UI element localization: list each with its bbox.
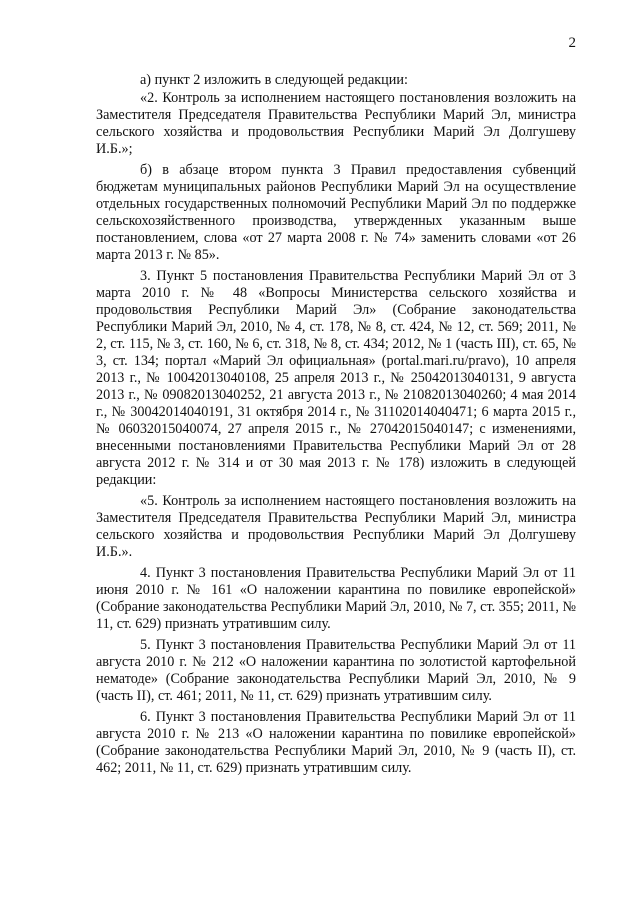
paragraph-5: 5. Пункт 3 постановления Правительства Республики Марий Эл от 11 августа 2010 г. № 212 «О наложении карантина по золотистой картофельной нематоде» (Собрание законодательства Республики Марий Эл, 2010, № 9 (часть II), ст. 461; 2011, № 11, ст. 629) признать утратившим силу. — [96, 637, 576, 704]
paragraph-b: б) в абзаце втором пункта 3 Правил предоставления субвенций бюджетам муниципальных районов Республики Марий Эл на осуществление отдельных государственных полномочий Республики Марий Эл по поддержке сельскохозяйственного производства, утвержденных указанным выше постановлением, слова «от 27 марта 2008 г. № 74» заменить словами «от 26 марта 2013 г. № 85». — [96, 162, 576, 263]
document-body — [96, 72, 576, 781]
paragraph-6: 6. Пункт 3 постановления Правительства Республики Марий Эл от 11 августа 2010 г. № 213 «О наложении карантина по повилике европейской» (Собрание законодательства Республики Марий Эл, 2010, № 9 (часть II), ст. 462; 2011, № 11, ст. 629) признать утратившим силу. — [96, 709, 576, 776]
paragraph-3: 3. Пункт 5 постановления Правительства Республики Марий Эл от 3 марта 2010 г. № 48 «Вопросы Министерства сельского хозяйства и продовольствия Республики Марий Эл» (Собрание законодательства Республики Марий Эл, 2010, № 4, ст. 178, № 8, ст. 424, № 12, ст. 569; 2011, № 2, ст. 115, № 3, ст. 160, № 6, ст. 318, № 8, ст. 434; 2012, № 1 (часть III), ст. 65, № 3, ст. 134; портал «Марий Эл официальная» (portal.mari.ru/pravo), 10 апреля 2013 г., № 10042013040108, 25 апреля 2013 г., № 25042013040131, 9 августа 2013 г., № 09082013040252, 21 августа 2013 г., № 21082013040260; 4 мая 2014 г., № 30042014040191, 31 октября 2014 г., № 31102014040471; 6 марта 2015 г., № 06032015040074, 27 апреля 2015 г., № 27042015040147; с изменениями, внесенными постановлениями Правительства Республики Марий Эл от 28 августа 2012 г. № 314 и от 30 мая 2013 г. № 178) изложить в следующей редакции: — [96, 268, 576, 488]
paragraph-a-intro: а) пункт 2 изложить в следующей редакции: — [140, 72, 408, 88]
paragraph-3-quote: «5. Контроль за исполнением настоящего постановления возложить на Заместителя Председателя Правительства Республики Марий Эл, министра сельского хозяйства и продовольствия Республики Марий Эл Долгушеву И.Б.». — [96, 493, 576, 560]
paragraph-a-quote: «2. Контроль за исполнением настоящего постановления возложить на Заместителя Председателя Правительства Республики Марий Эл, министра сельского хозяйства и продовольствия Республики Марий Эл Долгушеву И.Б.»; — [96, 90, 576, 157]
page-number: 2 — [568, 35, 576, 51]
paragraph-4: 4. Пункт 3 постановления Правительства Республики Марий Эл от 11 июня 2010 г. № 161 «О наложении карантина по повилике европейской» (Собрание законодательства Республики Марий Эл, 2010, № 7, ст. 355; 2011, № 11, ст. 629) признать утратившим силу. — [96, 565, 576, 632]
